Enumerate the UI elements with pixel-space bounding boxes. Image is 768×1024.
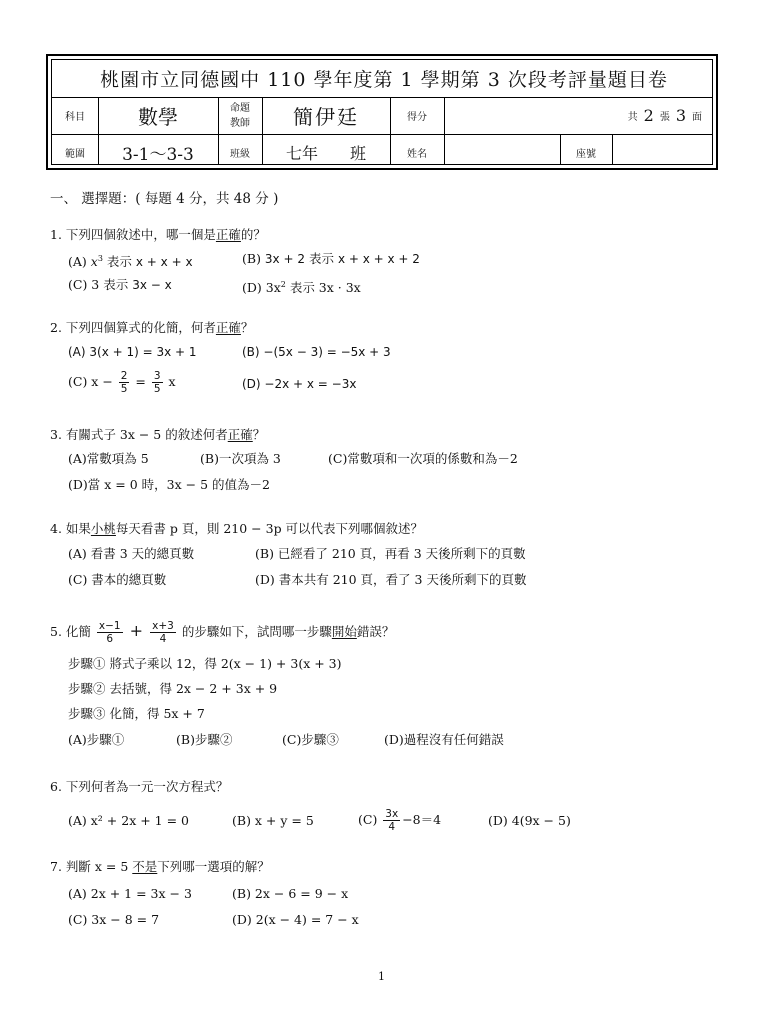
subject-value: 數學 bbox=[138, 105, 178, 129]
question-5-step-1: 步驟① 將式子乘以 12，得 2(x − 1) + 3(x + 3) bbox=[68, 656, 342, 671]
question-5-option-b[interactable]: (B)步驟② bbox=[176, 732, 233, 747]
emphasis-underline: 正確 bbox=[227, 427, 253, 442]
question-7-option-c[interactable]: (C) 3x − 8 = 7 bbox=[68, 912, 160, 927]
question-1-option-c[interactable]: (C) 3 表示 3x − x bbox=[68, 277, 172, 292]
fraction: $\frac{3}{5}$ bbox=[153, 370, 161, 395]
question-3-option-a[interactable]: (A)常數項為 5 bbox=[68, 451, 149, 466]
question-5-step-2: 步驟② 去括號，得 2x − 2 + 3x + 9 bbox=[68, 681, 278, 696]
question-4-option-d[interactable]: (D) 書本共有 210 頁，看了 3 天後所剩下的頁數 bbox=[255, 572, 527, 587]
range-label: 範圍 bbox=[65, 148, 85, 160]
question-6-option-a[interactable]: (A) x² + 2x + 1 = 0 bbox=[68, 813, 189, 828]
question-7-option-a[interactable]: (A) 2x + 1 = 3x − 3 bbox=[68, 886, 192, 901]
teacher-label-line2: 教師 bbox=[230, 117, 250, 129]
question-5-stem: 5. 化簡 $\frac{x-1}{6}$ + $\frac{x+3}{4}$ 的步驟如下，試問哪一步驟開始錯誤？ bbox=[50, 620, 395, 645]
question-3-option-b[interactable]: (B)一次項為 3 bbox=[200, 451, 281, 466]
question-3-option-d[interactable]: (D)當 x = 0 時，3x − 5 的值為－2 bbox=[68, 477, 270, 492]
fraction: $\frac{2}{5}$ bbox=[120, 370, 128, 395]
emphasis-underline: 正確 bbox=[215, 227, 241, 242]
page-count-sheets: 2 bbox=[643, 106, 654, 125]
question-5-step-3: 步驟③ 化簡，得 5x + 7 bbox=[68, 706, 205, 721]
question-6-stem: 6. 下列何者為一元一次方程式？ bbox=[50, 779, 229, 794]
question-6-option-c[interactable]: (C) $\frac{3x}{4}$ −8＝4 bbox=[358, 808, 442, 833]
fraction: $\frac{x+3}{4}$ bbox=[152, 620, 174, 645]
page-count-sheets-unit: 張 bbox=[659, 112, 670, 123]
question-6-option-d[interactable]: (D) 4(9x − 5) bbox=[488, 813, 571, 828]
seat-field[interactable] bbox=[612, 134, 716, 170]
header-inner-border bbox=[51, 59, 713, 165]
subject-label: 科目 bbox=[65, 112, 85, 123]
page-number: 1 bbox=[378, 970, 385, 983]
question-6-option-b[interactable]: (B) x + y = 5 bbox=[232, 813, 314, 828]
fraction: $\frac{3x}{4}$ bbox=[385, 808, 399, 833]
teacher-label bbox=[218, 97, 262, 134]
range-value: 3-1～3-3 bbox=[122, 144, 194, 165]
emphasis-underline: 開始 bbox=[331, 624, 357, 639]
question-2-option-b[interactable]: (B) −(5x − 3) = −5x + 3 bbox=[242, 345, 391, 359]
name-field[interactable] bbox=[444, 134, 560, 170]
page-count-prefix: 共 bbox=[627, 112, 638, 123]
emphasis-underline: 正確 bbox=[215, 320, 241, 335]
teacher-value: 簡伊廷 bbox=[293, 105, 359, 129]
emphasis-underline: 不是 bbox=[132, 859, 158, 874]
seat-label: 座號 bbox=[576, 148, 596, 160]
question-5-option-a[interactable]: (A)步驟① bbox=[68, 732, 125, 747]
fraction: $\frac{x-1}{6}$ bbox=[98, 620, 121, 645]
question-1-option-d[interactable]: (D) $3x^2$ 表示 3x · 3x bbox=[242, 280, 361, 296]
class-value: 七年 班 bbox=[285, 143, 366, 163]
question-2-option-d[interactable]: (D) −2x + x = −3x bbox=[242, 377, 357, 391]
question-2-option-a[interactable]: (A) 3(x + 1) = 3x + 1 bbox=[68, 345, 197, 359]
exam-header-table bbox=[46, 54, 718, 170]
page-count-faces: 3 bbox=[675, 106, 686, 125]
question-2-stem: 2. 下列四個算式的化簡，何者正確？ bbox=[50, 320, 254, 335]
question-5-option-c[interactable]: (C)步驟③ bbox=[282, 732, 339, 747]
exam-title: 桃園市立同德國中 110 學年度第 1 學期第 3 次段考評量題目卷 bbox=[100, 69, 668, 91]
section-title: 一、 選擇題：( 每題 4 分，共 48 分 ) bbox=[50, 191, 279, 207]
class-label: 班級 bbox=[230, 148, 250, 160]
question-7-option-b[interactable]: (B) 2x − 6 = 9 − x bbox=[232, 886, 349, 901]
question-3-option-c[interactable]: (C)常數項和一次項的係數和為－2 bbox=[328, 451, 518, 466]
question-4-option-a[interactable]: (A) 看書 3 天的總頁數 bbox=[68, 546, 195, 561]
question-7-stem: 7. 判斷 x = 5 不是下列哪一選項的解？ bbox=[50, 859, 270, 874]
question-1-option-a[interactable]: (A) $x^3$ 表示 x + x + x bbox=[68, 254, 193, 270]
page-count-faces-unit: 面 bbox=[692, 112, 702, 123]
emphasis-underline: 小桃 bbox=[90, 521, 116, 536]
question-1-stem: 1. 下列四個敘述中，哪一個是正確的？ bbox=[50, 227, 266, 242]
question-4-stem: 4. 如果小桃每天看書 p 頁，則 210 − 3p 可以代表下列哪個敘述？ bbox=[50, 521, 424, 536]
score-label: 得分 bbox=[407, 112, 427, 123]
question-1-option-b[interactable]: (B) 3x + 2 表示 x + x + x + 2 bbox=[242, 251, 420, 266]
question-4-option-b[interactable]: (B) 已經看了 210 頁，再看 3 天後所剩下的頁數 bbox=[255, 546, 526, 561]
question-2-option-c[interactable]: (C) x − $\frac{2}{5}$ = $\frac{3}{5}$ x bbox=[68, 370, 176, 395]
page-count bbox=[444, 97, 716, 134]
teacher-label-line1: 命題 bbox=[230, 102, 250, 114]
question-4-option-c[interactable]: (C) 書本的總頁數 bbox=[68, 572, 167, 587]
name-label: 姓名 bbox=[407, 148, 427, 160]
question-5-option-d[interactable]: (D)過程沒有任何錯誤 bbox=[384, 732, 504, 747]
question-3-stem: 3. 有關式子 3x − 5 的敘述何者正確？ bbox=[50, 427, 266, 442]
question-7-option-d[interactable]: (D) 2(x − 4) = 7 − x bbox=[232, 912, 359, 927]
